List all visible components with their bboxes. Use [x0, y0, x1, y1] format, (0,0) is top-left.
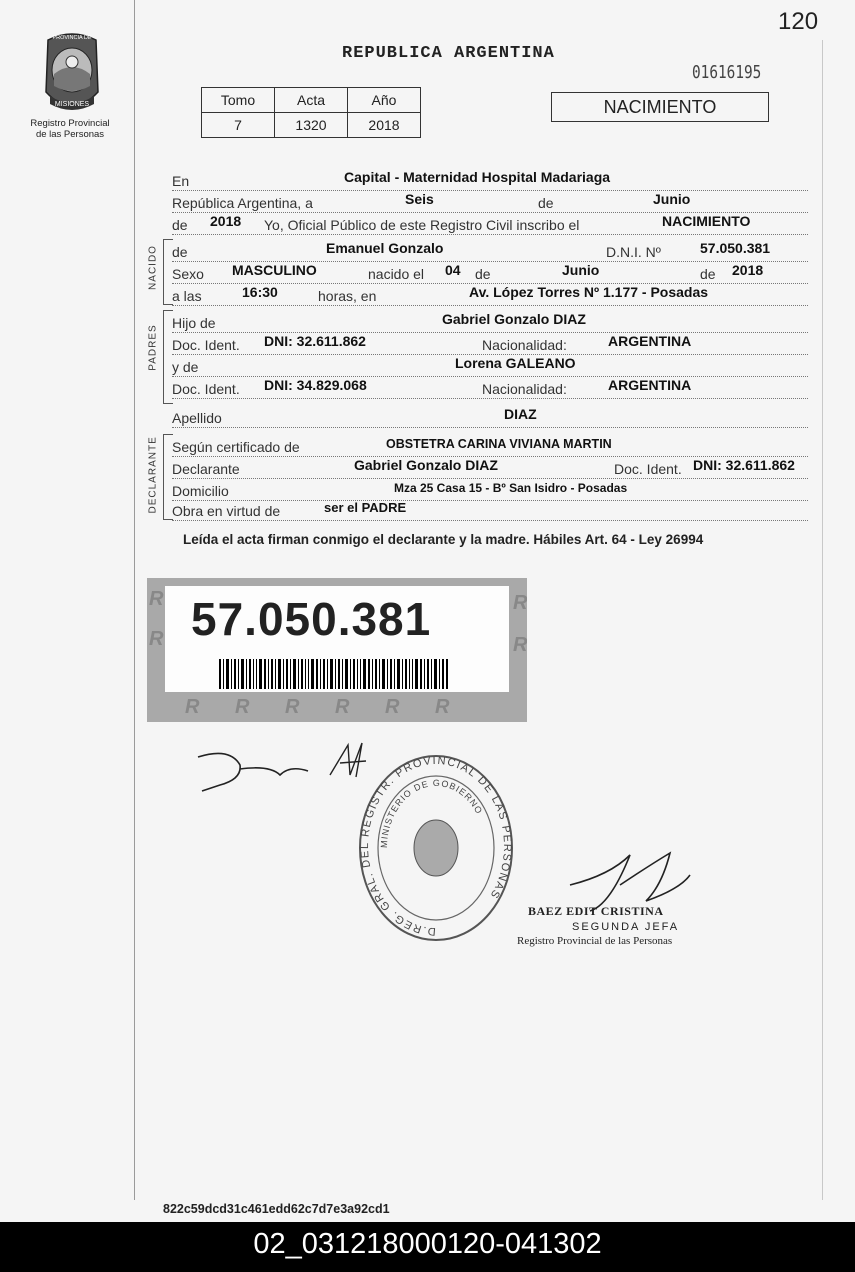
row-padre-doc: [172, 334, 808, 355]
label-de-nombre: de: [172, 244, 188, 260]
value-anio: 2018: [210, 213, 242, 229]
value-lugar-nac: Av. López Torres Nº 1.177 - Posadas: [469, 284, 709, 300]
stamp-outer-text: D.REG. GRAL. DEL REGISTR. PROVINCIAL DE LAS PERSONAS: [359, 754, 514, 938]
label-nacionalidad-padre: Nacionalidad:: [482, 337, 567, 353]
label-de-anio: de: [172, 217, 188, 233]
row-virtud: [172, 500, 808, 521]
label-horas-en: horas, en: [318, 288, 377, 304]
value-domicilio: Mza 25 Casa 15 - Bº San Isidro - Posadas: [394, 481, 628, 495]
logo-caption-line-1: Registro Provincial: [30, 118, 110, 129]
acta-header: Acta: [275, 88, 348, 113]
value-dia: Seis: [405, 191, 434, 207]
tomo-acta-table: [201, 87, 421, 138]
logo-text-top: PROVINCIA DE: [52, 35, 92, 41]
label-doc-ident-padre: Doc. Ident.: [172, 337, 240, 353]
row-fecha: [172, 192, 808, 213]
value-madre-doc: DNI: 34.829.068: [264, 377, 367, 393]
label-segun: Según certificado de: [172, 439, 300, 455]
value-madre: Lorena GALEANO: [455, 355, 576, 371]
label-nacido-el: nacido el: [368, 266, 425, 282]
label-hijo-de: Hijo de: [172, 315, 216, 331]
record-type-box: NACIMIENTO: [551, 92, 769, 122]
closing-text: Leída el acta firman conmigo el declarante y la madre. Hábiles Art. 64 - Ley 26994: [183, 532, 704, 547]
label-doc-ident-madre: Doc. Ident.: [172, 381, 240, 397]
dni-pattern-letter: R: [385, 696, 400, 718]
official-role: SEGUNDA JEFA: [572, 921, 680, 933]
dni-pattern-letter: R: [513, 634, 527, 656]
row-apellido: [172, 407, 808, 428]
acta-value: 1320: [275, 113, 348, 138]
document-hash: 822c59dcd31c461edd62c7d7e3a92cd1: [163, 1202, 390, 1216]
label-apellido: Apellido: [172, 410, 222, 426]
value-nac-anio: 2018: [732, 262, 764, 278]
page-margin-line: [134, 0, 135, 1200]
row-madre: [172, 356, 808, 377]
row-lugar: [172, 170, 808, 191]
row-domicilio: [172, 480, 808, 501]
label-de-1: de: [475, 266, 491, 282]
row-padre: [172, 312, 808, 333]
value-padre-doc: DNI: 32.611.862: [264, 333, 366, 349]
coat-of-arms-logo: [36, 30, 108, 116]
value-madre-nac: ARGENTINA: [608, 377, 692, 393]
dni-number-card: [147, 578, 527, 722]
value-mes: Junio: [653, 191, 691, 207]
dni-pattern-letter: R: [185, 696, 200, 718]
footer-id-bar: 02_031218000120-041302: [0, 1222, 855, 1272]
value-apellido: DIAZ: [504, 406, 537, 422]
tomo-header: Tomo: [202, 88, 275, 113]
official-organization: Registro Provincial de las Personas: [517, 935, 673, 947]
anio-header: Año: [348, 88, 421, 113]
label-doc-ident-decl: Doc. Ident.: [614, 461, 682, 477]
page-right-line: [822, 40, 823, 1200]
row-sexo: [172, 263, 808, 284]
anio-value: 2018: [348, 113, 421, 138]
row-certificado: [172, 436, 808, 457]
row-nombre: [172, 241, 808, 262]
section-label-declarante: DECLARANTE: [147, 436, 159, 514]
label-de-2: de: [700, 266, 716, 282]
dni-pattern-letter: R: [335, 696, 350, 718]
value-nac-mes: Junio: [562, 262, 600, 278]
label-obra: Obra en virtud de: [172, 503, 281, 519]
logo-text-bottom: MISIONES: [54, 101, 90, 108]
label-republica: República Argentina, a: [172, 195, 313, 211]
dni-pattern-letter: R: [435, 696, 450, 718]
row-hora: [172, 285, 808, 306]
value-virtud: ser el PADRE: [324, 500, 407, 515]
declarant-signature: [190, 735, 380, 800]
value-declarante: Gabriel Gonzalo DIAZ: [354, 457, 498, 473]
page-number: 120: [778, 8, 819, 35]
label-declarante: Declarante: [172, 461, 240, 477]
dni-pattern-letter: R: [513, 592, 527, 614]
value-sexo: MASCULINO: [232, 262, 317, 278]
value-nac-dia: 04: [445, 262, 461, 278]
label-a-las: a las: [172, 288, 202, 304]
dni-pattern-letter: R: [149, 588, 164, 610]
row-inscripcion: [172, 214, 808, 235]
value-nombre: Emanuel Gonzalo: [326, 240, 444, 256]
row-declarante: [172, 458, 808, 479]
dni-pattern-letter: R: [149, 628, 164, 650]
value-padre: Gabriel Gonzalo DIAZ: [442, 311, 586, 327]
value-certificado: OBSTETRA CARINA VIVIANA MARTIN: [386, 437, 612, 451]
document-title: REPUBLICA ARGENTINA: [342, 44, 555, 63]
label-de-mes: de: [538, 195, 554, 211]
section-label-padres: PADRES: [147, 324, 159, 371]
dni-pattern-letter: R: [285, 696, 300, 718]
label-sexo: Sexo: [172, 266, 204, 282]
serial-number: 01616195: [692, 62, 762, 83]
value-dni: 57.050.381: [700, 240, 771, 256]
label-domicilio: Domicilio: [172, 483, 229, 499]
label-dni: D.N.I. Nº: [606, 244, 661, 260]
official-stamp: [357, 752, 515, 944]
value-lugar: Capital - Maternidad Hospital Madariaga: [344, 169, 611, 185]
row-madre-doc: [172, 378, 808, 399]
dni-card-number: 57.050.381: [191, 593, 432, 645]
value-decl-doc: DNI: 32.611.862: [693, 457, 795, 473]
label-y-de: y de: [172, 359, 199, 375]
section-label-nacido: NACIDO: [147, 245, 159, 290]
logo-caption: [14, 118, 126, 140]
logo-caption-line-2: de las Personas: [35, 129, 105, 140]
official-name: BAEZ EDIT CRISTINA: [528, 904, 664, 918]
value-inscripcion: NACIMIENTO: [662, 213, 751, 229]
value-hora: 16:30: [242, 284, 278, 300]
label-oficial: Yo, Oficial Público de este Registro Civil inscribo el: [264, 217, 580, 233]
value-padre-nac: ARGENTINA: [608, 333, 692, 349]
label-nacionalidad-madre: Nacionalidad:: [482, 381, 567, 397]
stamp-inner-text: MINISTERIO DE GOBIERNO: [378, 777, 485, 849]
tomo-value: 7: [202, 113, 275, 138]
dni-card-inner: [165, 586, 509, 692]
label-en: En: [172, 173, 190, 189]
dni-pattern-letter: R: [235, 696, 250, 718]
barcode: [219, 659, 449, 689]
